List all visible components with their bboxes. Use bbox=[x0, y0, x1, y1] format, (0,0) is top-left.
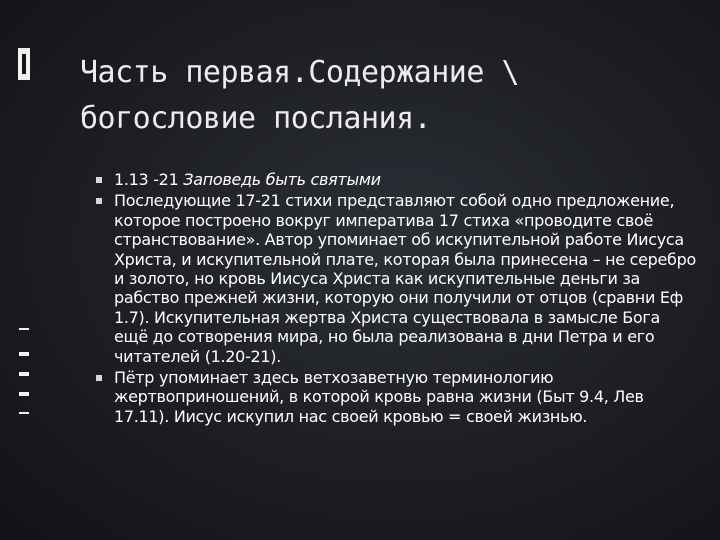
bullet-text: Последующие 17-21 стихи представляют собой одно предложение, которое построено вокруг императива 17 стиха «проводите своё странствование». Автор упоминает об искупительной работе Иисуса Христа, и искупительной плате, которая была принесена – не серебро и золото, но кровь Иисуса Христа как искупительные деньги за рабство прежней жизни, которую они получили от отцов (сравни Еф 1.7). Искупительная жертва Христа существовала в замысле Бога ещё до сотворения мира, но была реализована в дни Петра и его читателей (1.20-21). bbox=[114, 191, 696, 366]
bullet-ref: 1.13 -21 bbox=[114, 170, 184, 189]
slide-title: Часть первая.Содержание \ богословие послания. bbox=[80, 55, 520, 136]
square-bullet-icon bbox=[96, 375, 102, 381]
square-bullet-icon bbox=[96, 198, 102, 204]
bullet-item-2 bbox=[96, 191, 696, 366]
bullet-item-1 bbox=[96, 170, 696, 189]
decor-line-2 bbox=[19, 352, 29, 356]
bullet-text: Пётр упоминает здесь ветхозаветную терминологию жертвоприношений, в которой кровь равна жизни (Быт 9.4, Лев 17.11). Иисус искупил нас своей кровью = своей жизнью. bbox=[114, 368, 644, 426]
decor-line-1 bbox=[19, 328, 29, 330]
left-decorative-bar bbox=[0, 0, 40, 540]
decor-line-4 bbox=[19, 392, 29, 396]
square-bullet-icon bbox=[96, 177, 102, 183]
decor-bar-inner bbox=[22, 54, 26, 74]
decor-line-3 bbox=[19, 372, 29, 376]
slide-content bbox=[96, 170, 696, 428]
bullet-list bbox=[96, 170, 696, 426]
bullet-heading: Заповедь быть святыми bbox=[183, 170, 381, 189]
decor-line-5 bbox=[19, 412, 29, 414]
bullet-item-3 bbox=[96, 368, 696, 426]
